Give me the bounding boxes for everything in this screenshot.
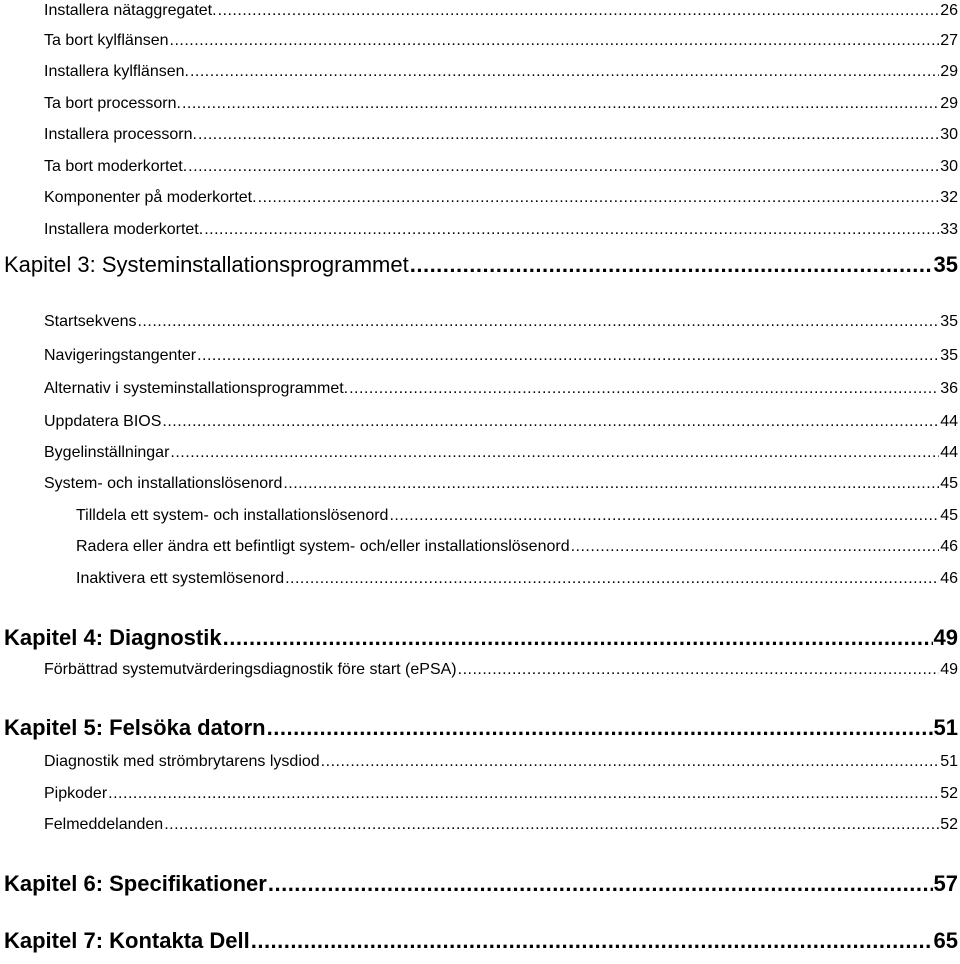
dot-leader (162, 413, 939, 431)
toc-chapter-4[interactable] (4, 625, 958, 655)
dot-leader (170, 32, 940, 50)
toc-entry-label: Alternativ i systeminstallationsprogrammet. (44, 380, 349, 397)
toc-entry-alternativ-i-systeminstallationsprogrammet[interactable] (44, 380, 958, 402)
toc-entry-label: Tilldela ett system- och installationslösenord (76, 507, 389, 524)
toc-entry-navigeringstangenter[interactable] (44, 347, 958, 369)
toc-entry-felmeddelanden[interactable] (44, 816, 958, 838)
toc-chapter-page: 51 (933, 715, 958, 740)
toc-chapter-page: 65 (933, 928, 958, 953)
toc-entry-page: 44 (940, 413, 958, 430)
dot-leader (349, 380, 939, 398)
toc-entry-label: Uppdatera BIOS (44, 413, 162, 430)
toc-entry-page: 30 (940, 158, 958, 175)
dot-leader (458, 661, 940, 679)
dot-leader (251, 928, 933, 954)
toc-entry-page: 46 (940, 570, 958, 587)
toc-entry-label: Installera processorn. (44, 126, 197, 143)
toc-entry-radera-eller-andra-losenord[interactable] (76, 538, 958, 560)
toc-entry-page: 45 (940, 507, 958, 524)
toc-entry-label: Ta bort moderkortet. (44, 158, 188, 175)
dot-leader (268, 871, 933, 897)
toc-entry-installera-processorn[interactable] (44, 126, 958, 148)
toc-chapter-label: Kapitel 4: Diagnostik (4, 625, 222, 650)
toc-entry-installera-nataggregatet[interactable] (44, 2, 958, 24)
toc-entry-page: 36 (940, 380, 958, 397)
toc-entry-page: 51 (940, 753, 958, 770)
toc-entry-page: 44 (940, 444, 958, 461)
toc-entry-uppdatera-bios[interactable] (44, 413, 958, 435)
dot-leader (164, 816, 939, 834)
toc-entry-forbattrad-systemutvarderingsdiagnostik[interactable] (44, 661, 958, 683)
toc-chapter-page: 49 (933, 625, 958, 650)
toc-entry-inaktivera-systemlosenord[interactable] (76, 570, 958, 592)
toc-entry-page: 30 (940, 126, 958, 143)
toc-entry-ta-bort-kylflansen[interactable] (44, 32, 958, 54)
dot-leader (285, 570, 939, 588)
toc-entry-ta-bort-processorn[interactable] (44, 95, 958, 117)
toc-entry-installera-moderkortet[interactable] (44, 221, 958, 243)
toc-entry-pipkoder[interactable] (44, 785, 958, 807)
toc-entry-system-och-installationslosenord[interactable] (44, 475, 958, 497)
toc-chapter-page: 35 (933, 252, 958, 277)
dot-leader (108, 785, 939, 803)
dot-leader (188, 158, 939, 176)
toc-entry-label: Installera nätaggregatet. (44, 2, 217, 19)
toc-entry-diagnostik-med-strombrytarens-lysdiod[interactable] (44, 753, 958, 775)
toc-entry-label: Komponenter på moderkortet. (44, 189, 257, 206)
toc-entry-page: 45 (940, 475, 958, 492)
toc-entry-label: Installera kylflänsen. (44, 63, 189, 80)
toc-entry-label: Bygelinställningar (44, 444, 170, 461)
dot-leader (190, 63, 939, 81)
toc-entry-page: 26 (940, 2, 958, 19)
toc-entry-page: 33 (940, 221, 958, 238)
toc-chapter-5[interactable] (4, 715, 958, 745)
toc-entry-page: 35 (940, 347, 958, 364)
toc-chapter-7[interactable] (4, 928, 958, 958)
dot-leader (410, 252, 933, 278)
toc-chapter-label: Kapitel 5: Felsöka datorn (4, 715, 266, 740)
toc-entry-tilldela-losenord[interactable] (76, 507, 958, 529)
toc-entry-page: 29 (940, 63, 958, 80)
toc-entry-label: Navigeringstangenter (44, 347, 197, 364)
toc-entry-page: 35 (940, 313, 958, 330)
toc-entry-label: Felmeddelanden (44, 816, 164, 833)
dot-leader (223, 625, 933, 651)
toc-chapter-label: Kapitel 3: Systeminstallationsprogrammet (4, 252, 409, 277)
dot-leader (389, 507, 939, 525)
toc-entry-label: Startsekvens (44, 313, 137, 330)
toc-entry-label: Ta bort processorn. (44, 95, 181, 112)
toc-entry-page: 46 (940, 538, 958, 555)
toc-entry-page: 52 (940, 816, 958, 833)
dot-leader (197, 347, 939, 365)
dot-leader (218, 2, 940, 20)
dot-leader (283, 475, 939, 493)
toc-entry-label: Radera eller ändra ett befintligt system- och/eller installationslösenord (76, 538, 570, 555)
toc-entry-page: 49 (940, 661, 958, 678)
dot-leader (182, 95, 939, 113)
toc-chapter-page: 57 (933, 871, 958, 896)
toc-chapter-label: Kapitel 6: Specifikationer (4, 871, 267, 896)
toc-entry-page: 52 (940, 785, 958, 802)
toc-chapter-3[interactable] (4, 252, 958, 282)
toc-entry-startsekvens[interactable] (44, 313, 958, 335)
toc-entry-page: 32 (940, 189, 958, 206)
toc-chapter-6[interactable] (4, 871, 958, 901)
toc-entry-label: Pipkoder (44, 785, 108, 802)
toc-entry-page: 27 (940, 32, 958, 49)
toc-entry-label: Installera moderkortet. (44, 221, 204, 238)
dot-leader (198, 126, 939, 144)
toc-entry-komponenter-pa-moderkortet[interactable] (44, 189, 958, 211)
dot-leader (258, 189, 940, 207)
toc-entry-installera-kylflansen[interactable] (44, 63, 958, 85)
dot-leader (170, 444, 939, 462)
toc-entry-label: Förbättrad systemutvärderingsdiagnostik före start (ePSA) (44, 661, 457, 678)
dot-leader (267, 715, 933, 741)
toc-entry-bygelinstallningar[interactable] (44, 444, 958, 466)
toc-entry-ta-bort-moderkortet[interactable] (44, 158, 958, 180)
dot-leader (571, 538, 940, 556)
toc-entry-page: 29 (940, 95, 958, 112)
toc-entry-label: System- och installationslösenord (44, 475, 283, 492)
dot-leader (137, 313, 939, 331)
toc-entry-label: Diagnostik med strömbrytarens lysdiod (44, 753, 320, 770)
toc-entry-label: Inaktivera ett systemlösenord (76, 570, 285, 587)
dot-leader (321, 753, 940, 771)
toc-chapter-label: Kapitel 7: Kontakta Dell (4, 928, 250, 953)
dot-leader (204, 221, 939, 239)
toc-entry-label: Ta bort kylflänsen (44, 32, 169, 49)
